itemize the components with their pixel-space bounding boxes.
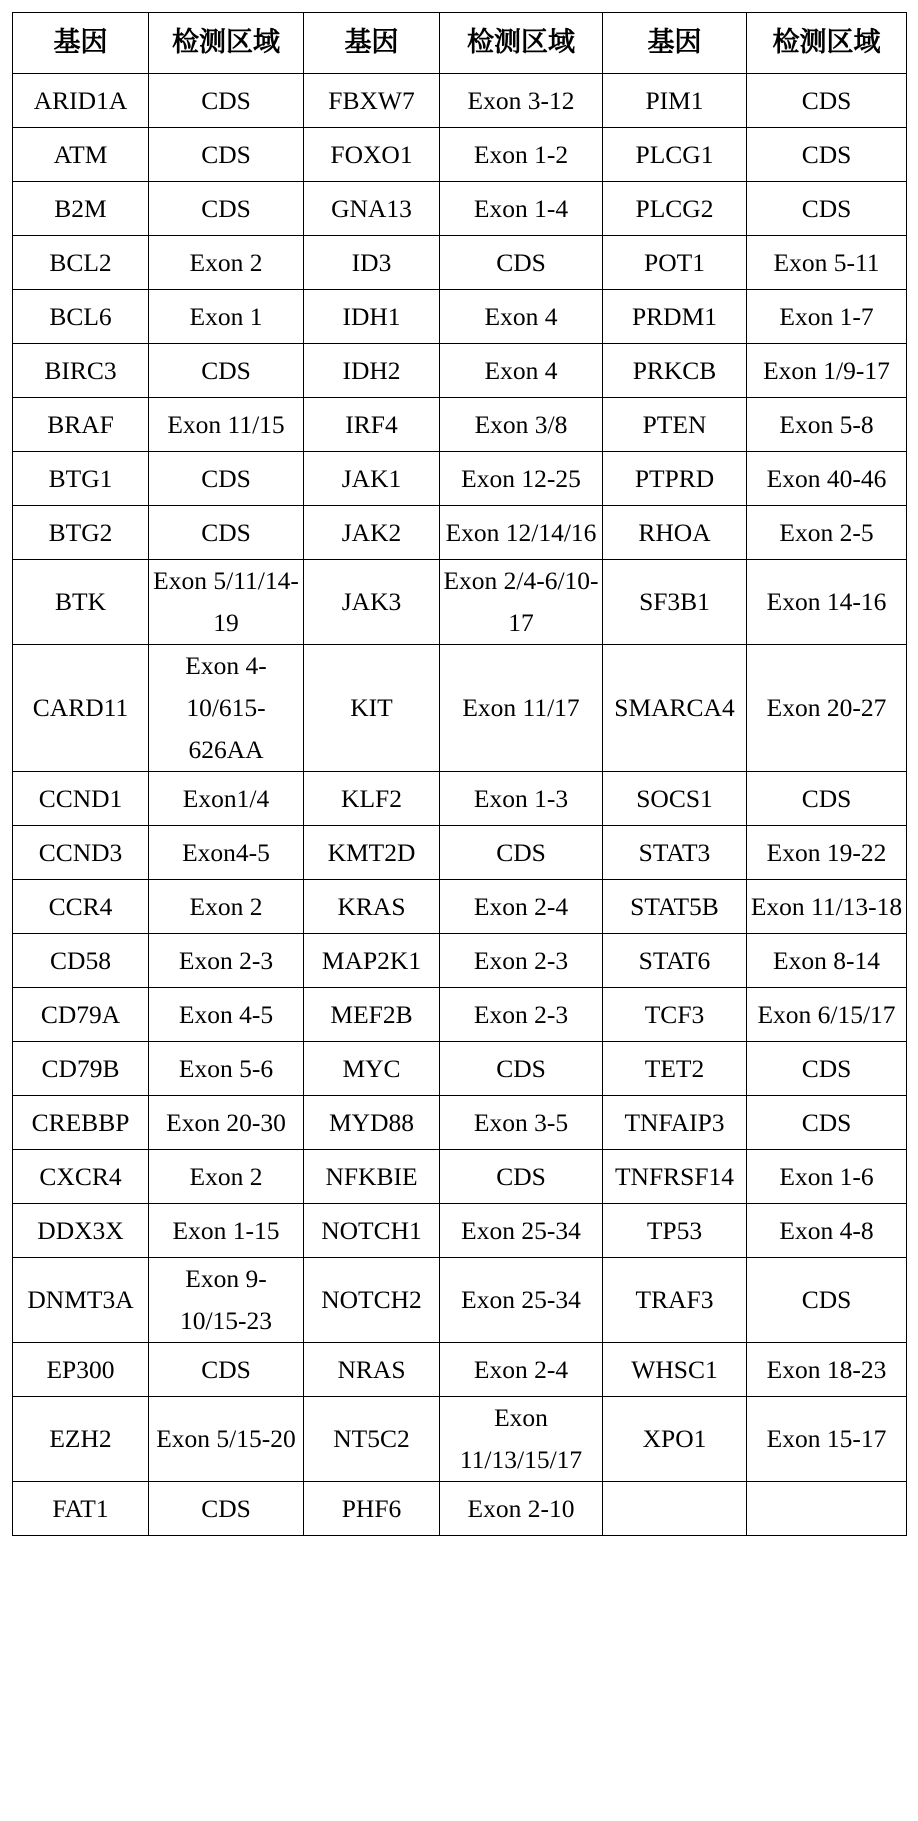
- table-row: [13, 1482, 907, 1536]
- table-row: [13, 506, 907, 560]
- table-row: [13, 236, 907, 290]
- gene-cell: MEF2B: [304, 988, 440, 1042]
- gene-cell: STAT5B: [603, 880, 747, 934]
- gene-cell: BRAF: [13, 398, 149, 452]
- gene-detection-table: [12, 12, 907, 1536]
- gene-cell: PLCG2: [603, 182, 747, 236]
- table-row: [13, 398, 907, 452]
- region-cell: CDS: [747, 74, 907, 128]
- gene-cell: PRDM1: [603, 290, 747, 344]
- gene-cell: KMT2D: [304, 826, 440, 880]
- region-cell: Exon 9-10/15-23: [149, 1258, 304, 1343]
- region-cell: Exon 20-27: [747, 645, 907, 772]
- region-cell: Exon 8-14: [747, 934, 907, 988]
- header-region-2: 检测区域: [440, 13, 603, 74]
- gene-cell: CXCR4: [13, 1150, 149, 1204]
- header-region-3: 检测区域: [747, 13, 907, 74]
- gene-cell: CARD11: [13, 645, 149, 772]
- region-cell: Exon 20-30: [149, 1096, 304, 1150]
- region-cell: Exon 25-34: [440, 1258, 603, 1343]
- region-cell: Exon 3-5: [440, 1096, 603, 1150]
- gene-cell: PTPRD: [603, 452, 747, 506]
- gene-cell: ARID1A: [13, 74, 149, 128]
- region-cell: Exon 2-5: [747, 506, 907, 560]
- region-cell: Exon 14-16: [747, 560, 907, 645]
- region-cell: Exon 1/9-17: [747, 344, 907, 398]
- gene-cell: PTEN: [603, 398, 747, 452]
- region-cell: CDS: [149, 1343, 304, 1397]
- table-row: [13, 128, 907, 182]
- region-cell: Exon 1: [149, 290, 304, 344]
- gene-cell: MYC: [304, 1042, 440, 1096]
- gene-cell: PRKCB: [603, 344, 747, 398]
- region-cell: Exon 11/13-18: [747, 880, 907, 934]
- gene-cell: FAT1: [13, 1482, 149, 1536]
- gene-cell: CREBBP: [13, 1096, 149, 1150]
- gene-cell: MAP2K1: [304, 934, 440, 988]
- gene-cell: TET2: [603, 1042, 747, 1096]
- region-cell: Exon 11/13/15/17: [440, 1397, 603, 1482]
- gene-cell: BIRC3: [13, 344, 149, 398]
- gene-cell: RHOA: [603, 506, 747, 560]
- region-cell: CDS: [747, 1258, 907, 1343]
- gene-cell: NT5C2: [304, 1397, 440, 1482]
- region-cell: CDS: [149, 506, 304, 560]
- region-cell: Exon 11/17: [440, 645, 603, 772]
- region-cell: Exon 2-3: [149, 934, 304, 988]
- gene-cell: BCL6: [13, 290, 149, 344]
- region-cell: Exon 19-22: [747, 826, 907, 880]
- region-cell: Exon 2-10: [440, 1482, 603, 1536]
- gene-cell: IDH2: [304, 344, 440, 398]
- gene-cell: BTG1: [13, 452, 149, 506]
- header-gene-1: 基因: [13, 13, 149, 74]
- gene-cell: STAT3: [603, 826, 747, 880]
- region-cell: CDS: [149, 182, 304, 236]
- table-row: [13, 182, 907, 236]
- gene-cell: ID3: [304, 236, 440, 290]
- table-header: [13, 13, 907, 74]
- region-cell: Exon 4: [440, 290, 603, 344]
- table-row: [13, 934, 907, 988]
- region-cell: Exon 1-6: [747, 1150, 907, 1204]
- gene-cell: BTG2: [13, 506, 149, 560]
- gene-cell: FBXW7: [304, 74, 440, 128]
- gene-cell: CD79B: [13, 1042, 149, 1096]
- region-cell: Exon 1-15: [149, 1204, 304, 1258]
- header-region-1: 检测区域: [149, 13, 304, 74]
- region-cell: CDS: [149, 452, 304, 506]
- region-cell: CDS: [747, 182, 907, 236]
- gene-cell: PIM1: [603, 74, 747, 128]
- region-cell: Exon 2-3: [440, 988, 603, 1042]
- region-cell: Exon 2-4: [440, 1343, 603, 1397]
- region-cell: CDS: [440, 1150, 603, 1204]
- gene-cell: KRAS: [304, 880, 440, 934]
- region-cell: Exon 2: [149, 236, 304, 290]
- table-row: [13, 560, 907, 645]
- region-cell: Exon 5-11: [747, 236, 907, 290]
- gene-cell: TNFRSF14: [603, 1150, 747, 1204]
- gene-cell: EP300: [13, 1343, 149, 1397]
- region-cell: Exon 1-2: [440, 128, 603, 182]
- gene-cell: DNMT3A: [13, 1258, 149, 1343]
- table-row: [13, 1204, 907, 1258]
- table-row: [13, 1343, 907, 1397]
- region-cell: CDS: [440, 826, 603, 880]
- gene-cell: SF3B1: [603, 560, 747, 645]
- region-cell: Exon 2/4-6/10-17: [440, 560, 603, 645]
- table-row: [13, 74, 907, 128]
- gene-cell: NOTCH1: [304, 1204, 440, 1258]
- region-cell: CDS: [747, 1096, 907, 1150]
- region-cell: Exon 4-5: [149, 988, 304, 1042]
- table-row: [13, 1150, 907, 1204]
- region-cell: CDS: [149, 128, 304, 182]
- gene-cell: CD58: [13, 934, 149, 988]
- table-row: [13, 1258, 907, 1343]
- gene-cell: B2M: [13, 182, 149, 236]
- gene-cell: JAK3: [304, 560, 440, 645]
- header-row: [13, 13, 907, 74]
- region-cell: CDS: [149, 344, 304, 398]
- table-row: [13, 344, 907, 398]
- header-gene-3: 基因: [603, 13, 747, 74]
- region-cell: [747, 1482, 907, 1536]
- region-cell: Exon 12-25: [440, 452, 603, 506]
- gene-cell: GNA13: [304, 182, 440, 236]
- gene-cell: FOXO1: [304, 128, 440, 182]
- table-row: [13, 645, 907, 772]
- gene-cell: JAK1: [304, 452, 440, 506]
- region-cell: Exon 1-7: [747, 290, 907, 344]
- region-cell: Exon 25-34: [440, 1204, 603, 1258]
- gene-cell: STAT6: [603, 934, 747, 988]
- gene-cell: CCR4: [13, 880, 149, 934]
- gene-cell: SOCS1: [603, 772, 747, 826]
- gene-cell: NOTCH2: [304, 1258, 440, 1343]
- region-cell: Exon 2: [149, 880, 304, 934]
- region-cell: CDS: [747, 1042, 907, 1096]
- table-row: [13, 1042, 907, 1096]
- gene-cell: [603, 1482, 747, 1536]
- region-cell: Exon 5-8: [747, 398, 907, 452]
- table-row: [13, 880, 907, 934]
- region-cell: Exon 2: [149, 1150, 304, 1204]
- gene-cell: CCND1: [13, 772, 149, 826]
- gene-cell: NRAS: [304, 1343, 440, 1397]
- gene-cell: SMARCA4: [603, 645, 747, 772]
- region-cell: Exon 3-12: [440, 74, 603, 128]
- table-row: [13, 1096, 907, 1150]
- region-cell: Exon 2-3: [440, 934, 603, 988]
- gene-cell: JAK2: [304, 506, 440, 560]
- gene-cell: EZH2: [13, 1397, 149, 1482]
- gene-cell: BCL2: [13, 236, 149, 290]
- gene-cell: KLF2: [304, 772, 440, 826]
- region-cell: Exon 5/15-20: [149, 1397, 304, 1482]
- gene-cell: MYD88: [304, 1096, 440, 1150]
- gene-cell: IRF4: [304, 398, 440, 452]
- region-cell: CDS: [747, 128, 907, 182]
- gene-cell: TNFAIP3: [603, 1096, 747, 1150]
- region-cell: Exon 6/15/17: [747, 988, 907, 1042]
- gene-cell: TP53: [603, 1204, 747, 1258]
- region-cell: CDS: [149, 1482, 304, 1536]
- table-body: [13, 74, 907, 1536]
- gene-cell: POT1: [603, 236, 747, 290]
- gene-cell: PHF6: [304, 1482, 440, 1536]
- gene-cell: BTK: [13, 560, 149, 645]
- gene-cell: KIT: [304, 645, 440, 772]
- table-row: [13, 826, 907, 880]
- table-row: [13, 1397, 907, 1482]
- region-cell: Exon 4-10/615-626AA: [149, 645, 304, 772]
- gene-cell: TCF3: [603, 988, 747, 1042]
- region-cell: Exon 12/14/16: [440, 506, 603, 560]
- region-cell: CDS: [440, 236, 603, 290]
- region-cell: CDS: [747, 772, 907, 826]
- region-cell: Exon 1-4: [440, 182, 603, 236]
- region-cell: Exon 18-23: [747, 1343, 907, 1397]
- region-cell: Exon1/4: [149, 772, 304, 826]
- gene-cell: ATM: [13, 128, 149, 182]
- gene-cell: XPO1: [603, 1397, 747, 1482]
- gene-cell: TRAF3: [603, 1258, 747, 1343]
- table-row: [13, 452, 907, 506]
- region-cell: Exon 4-8: [747, 1204, 907, 1258]
- gene-cell: DDX3X: [13, 1204, 149, 1258]
- region-cell: Exon 4: [440, 344, 603, 398]
- region-cell: Exon 40-46: [747, 452, 907, 506]
- table-row: [13, 290, 907, 344]
- region-cell: Exon 2-4: [440, 880, 603, 934]
- gene-cell: NFKBIE: [304, 1150, 440, 1204]
- region-cell: Exon 3/8: [440, 398, 603, 452]
- region-cell: Exon 1-3: [440, 772, 603, 826]
- gene-cell: WHSC1: [603, 1343, 747, 1397]
- gene-cell: PLCG1: [603, 128, 747, 182]
- region-cell: Exon 5/11/14-19: [149, 560, 304, 645]
- region-cell: CDS: [149, 74, 304, 128]
- region-cell: Exon 5-6: [149, 1042, 304, 1096]
- region-cell: Exon4-5: [149, 826, 304, 880]
- gene-cell: IDH1: [304, 290, 440, 344]
- region-cell: Exon 11/15: [149, 398, 304, 452]
- table-row: [13, 772, 907, 826]
- gene-cell: CCND3: [13, 826, 149, 880]
- table-row: [13, 988, 907, 1042]
- gene-cell: CD79A: [13, 988, 149, 1042]
- header-gene-2: 基因: [304, 13, 440, 74]
- region-cell: Exon 15-17: [747, 1397, 907, 1482]
- region-cell: CDS: [440, 1042, 603, 1096]
